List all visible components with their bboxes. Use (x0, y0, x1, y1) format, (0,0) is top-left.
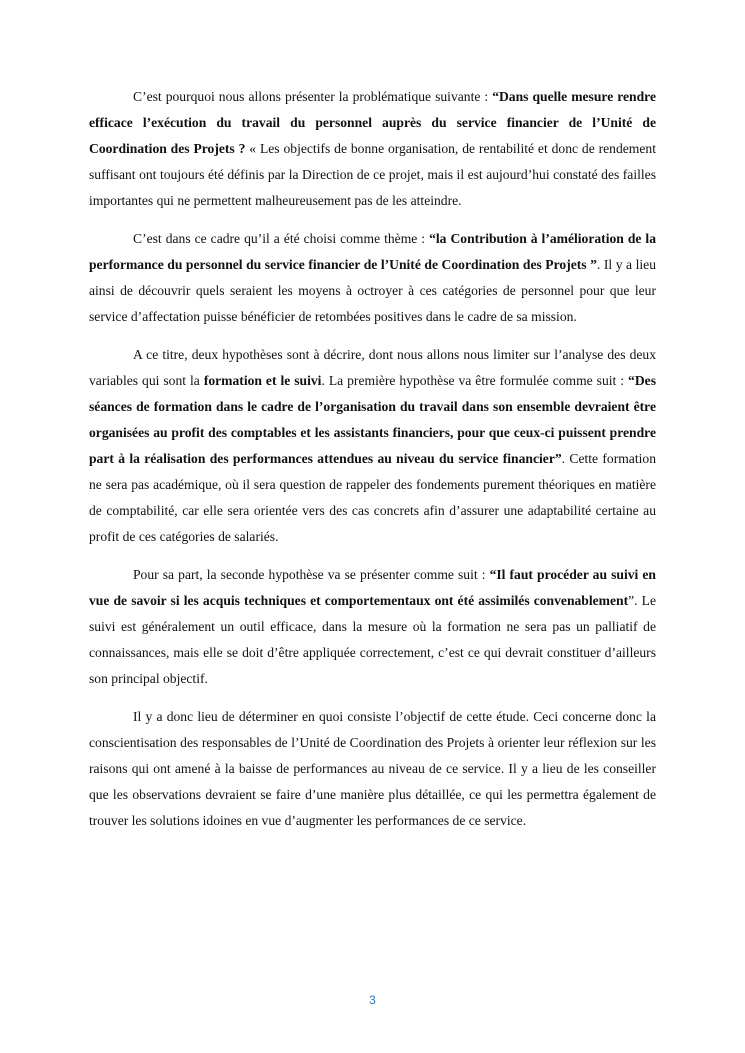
p1-problem-statement: “Dans quelle mesure rendre efficace l’exécution du travail du personnel auprès du service financier de l’Unité de Coordination des Projets ? (89, 89, 656, 156)
paragraph-second-hypothesis (89, 562, 656, 692)
p2-theme-title: “la Contribution à l’amélioration de la performance du personnel du service financier de l’Unité de Coordination des Projets ” (89, 231, 657, 272)
body-text (89, 84, 656, 846)
p1-body: « Les objectifs de bonne organisation, de rentabilité et donc de rendement suffisant ont toujours été définis par la Direction de ce projet, mais il est aujourd’hui constaté des failles importantes qui ne permettent malheureusement pas de les atteindre. (89, 141, 656, 208)
p4-intro: Pour sa part, la seconde hypothèse va se présenter comme suit : (133, 567, 490, 582)
p3-hypothesis-statement: “Des séances de formation dans le cadre de l’organisation du travail dans son ensemble devraient être organisées au profit des comptables et les assistants financiers, pour que ceux-ci puissent prendre part à la réalisation des performances attendues au niveau du service financier” (89, 373, 656, 466)
p3-body: . Cette formation ne sera pas académique, où il sera question de rappeler des fondements purement théoriques en matière de comptabilité, car elle sera orientée vers des cas concrets afin d’assurer une adaptabilité certaine au profit de ces catégories de salariés. (89, 451, 656, 544)
paragraph-theme (89, 226, 656, 330)
p4-body: ”. Le suivi est généralement un outil efficace, dans la mesure où la formation ne sera pas un palliatif de connaissances, mais elle se doit d’être appliquée correctement, c’est ce qui devrait constituer d’ailleurs son principal objectif. (89, 593, 657, 686)
page-number: 3 (369, 993, 376, 1007)
p1-intro: C’est pourquoi nous allons présenter la problématique suivante : (133, 89, 493, 104)
p5-body: Il y a donc lieu de déterminer en quoi consiste l’objectif de cette étude. Ceci concerne donc la conscientisation des responsables de l’Unité de Coordination des Projets à orienter leur réflexion sur les raisons qui ont amené à la baisse de performances au niveau de ce service. Il y a lieu de les conseiller que les observations devraient se faire d’une manière plus détaillée, ce qui les permettra également de trouver les solutions idoines en vue d’augmenter les performances de ce service. (89, 709, 656, 828)
p3-transition: . La première hypothèse va être formulée comme suit : (321, 373, 629, 388)
paragraph-objective (89, 704, 656, 834)
paragraph-first-hypothesis (89, 342, 656, 550)
p3-intro: A ce titre, deux hypothèses sont à décrire, dont nous allons nous limiter sur l’analyse des deux variables qui sont la (89, 347, 656, 388)
p4-hypothesis-statement: “Il faut procéder au suivi en vue de savoir si les acquis techniques et comportementaux ont été assimilés convenablement (89, 567, 656, 608)
p2-intro: C’est dans ce cadre qu’il a été choisi comme thème : (133, 231, 430, 246)
paragraph-problematique (89, 84, 656, 214)
p3-variables: formation et le suivi (203, 373, 322, 388)
p2-body: . Il y a lieu ainsi de découvrir quels seraient les moyens à octroyer à ces catégories de personnel pour que leur service d’affectation puisse bénéficier de retombées positives dans le cadre de sa mission. (89, 257, 657, 324)
